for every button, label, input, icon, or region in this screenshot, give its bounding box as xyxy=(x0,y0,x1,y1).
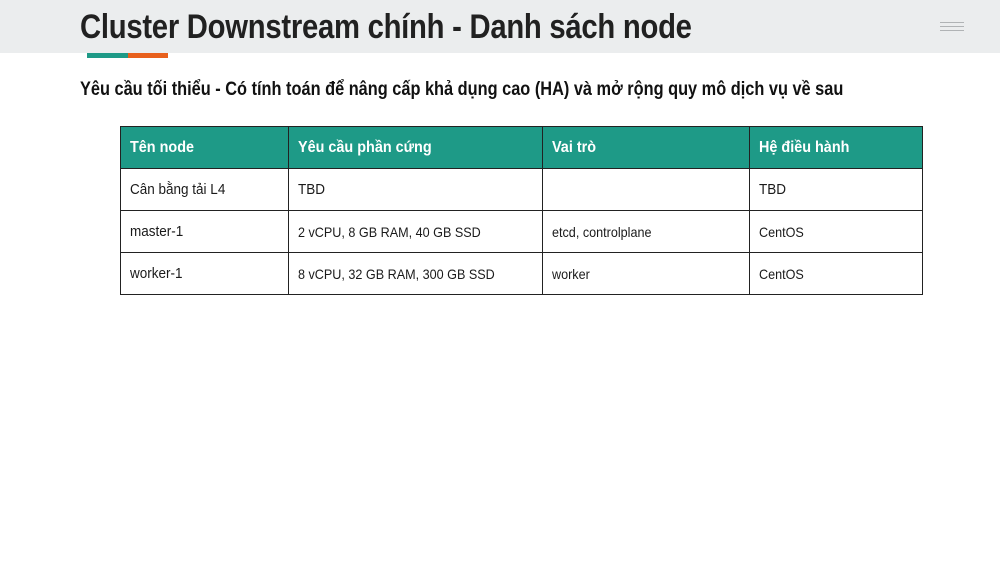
menu-icon[interactable] xyxy=(940,22,964,32)
table-row xyxy=(121,169,923,211)
cell-role: worker xyxy=(543,253,750,295)
slide-title: Cluster Downstream chính - Danh sách node xyxy=(80,8,692,46)
cell-role: etcd, controlplane xyxy=(543,211,750,253)
table-header-row xyxy=(121,127,923,169)
cell-hardware: 8 vCPU, 32 GB RAM, 300 GB SSD xyxy=(289,253,543,295)
slide-subtitle: Yêu cầu tối thiểu - Có tính toán để nâng cấp khả dụng cao (HA) và mở rộng quy mô dịch vụ về sau xyxy=(80,79,844,100)
title-accent-orange xyxy=(128,53,168,58)
cell-os: CentOS xyxy=(750,211,923,253)
menu-icon-line xyxy=(940,22,964,23)
menu-icon-line xyxy=(940,26,964,27)
cell-node-name: master-1 xyxy=(121,211,289,253)
table-row xyxy=(121,211,923,253)
title-accent-teal xyxy=(87,53,128,58)
column-header-node-name: Tên node xyxy=(121,127,289,169)
menu-icon-line xyxy=(940,30,964,31)
column-header-os: Hệ điều hành xyxy=(750,127,923,169)
cell-node-name: Cân bằng tải L4 xyxy=(121,169,289,211)
cell-os: CentOS xyxy=(750,253,923,295)
column-header-hardware: Yêu cầu phần cứng xyxy=(289,127,543,169)
cell-node-name: worker-1 xyxy=(121,253,289,295)
cell-hardware: 2 vCPU, 8 GB RAM, 40 GB SSD xyxy=(289,211,543,253)
cell-hardware: TBD xyxy=(289,169,543,211)
cell-role xyxy=(543,169,750,211)
cell-os: TBD xyxy=(750,169,923,211)
table-row xyxy=(121,253,923,295)
column-header-role: Vai trò xyxy=(543,127,750,169)
node-table xyxy=(120,126,923,295)
